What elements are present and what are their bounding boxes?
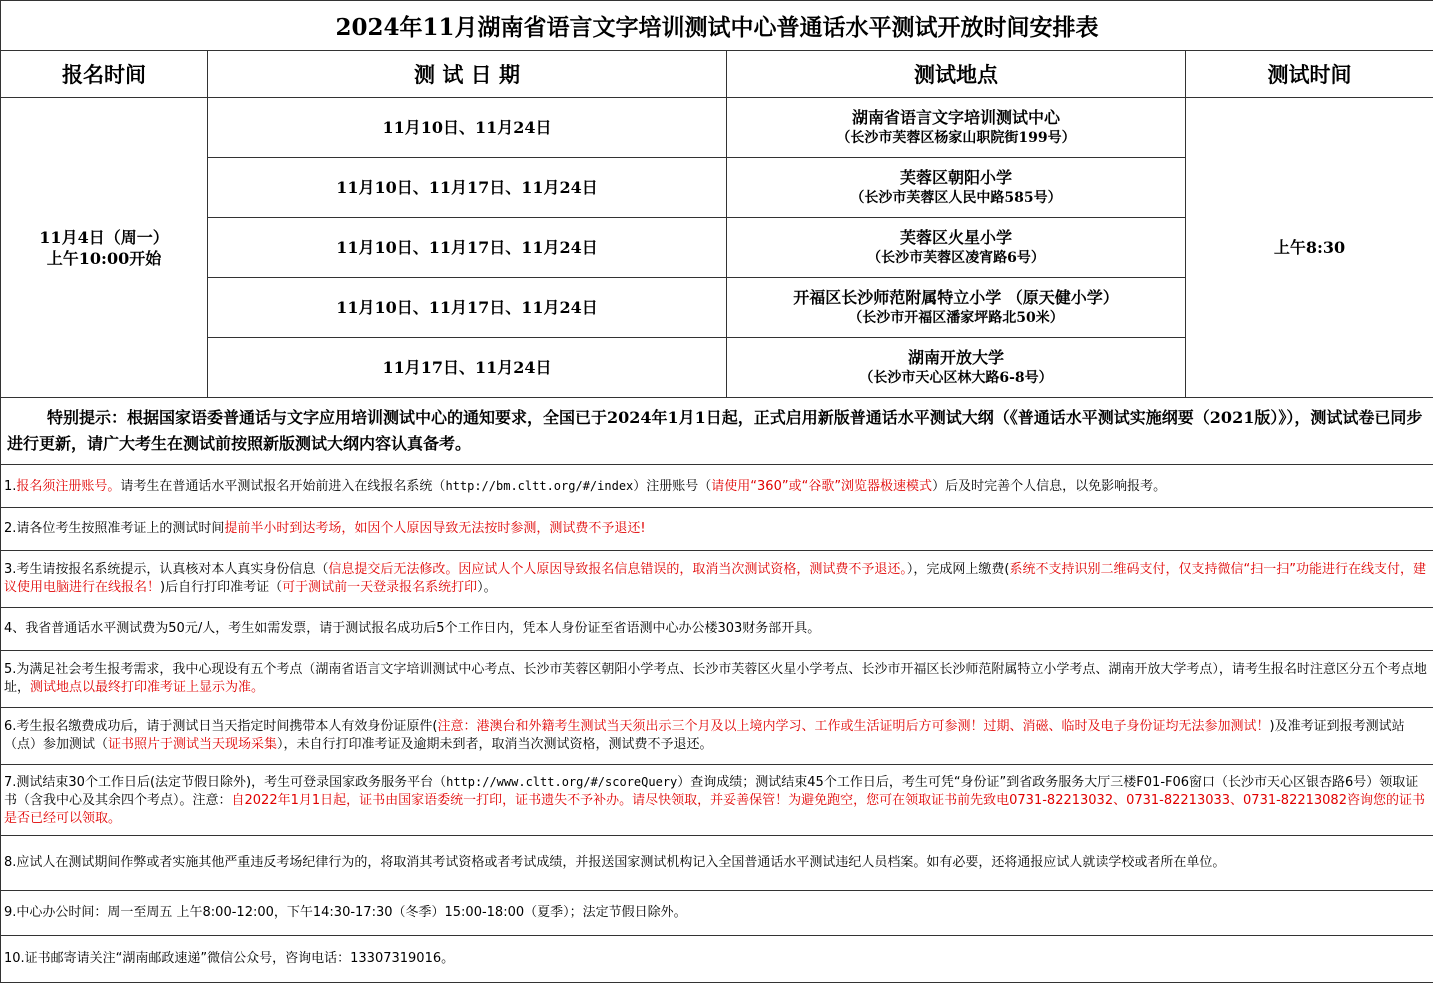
registration-time-cell xyxy=(1,98,208,398)
note-text: 请考生在普通话水平测试报名开始前进入在线报名系统（ xyxy=(120,479,445,494)
header-location: 测试地点 xyxy=(727,51,1186,98)
test-location xyxy=(727,98,1186,158)
note-text: ），完成网上缴费( xyxy=(907,562,1010,577)
venue-name: 湖南开放大学 xyxy=(727,347,1185,368)
test-dates: 11月17日、11月24日 xyxy=(208,338,727,398)
venue-address: （长沙市芙蓉区杨家山职院街199号） xyxy=(727,128,1185,149)
note-highlight: 自2022年1月1日起，证书由国家语委统一打印，证书遗失不予补办。请尽快领取，并妥善保管！为避免跑空，您可在领取证书前先致电0731-82213032、0731-82213033、0731-82213082咨询您的证书是否已经可以领取。 xyxy=(4,793,1425,826)
header-test-time: 测试时间 xyxy=(1186,51,1433,98)
note-highlight: 报名须注册账号。 xyxy=(16,479,120,494)
test-location xyxy=(727,218,1186,278)
note-text: 6.考生报名缴费成功后，请于测试日当天指定时间携带本人有效身份证原件( xyxy=(4,719,437,734)
header-test-date: 测 试 日 期 xyxy=(208,51,727,98)
note-text: ）。 xyxy=(477,580,497,595)
note-highlight: 可于测试前一天登录报名系统打印 xyxy=(282,580,477,595)
note-5 xyxy=(1,651,1433,708)
test-location xyxy=(727,278,1186,338)
test-location xyxy=(727,338,1186,398)
test-dates: 11月10日、11月24日 xyxy=(208,98,727,158)
note-highlight: 提前半小时到达考场，如因个人原因导致无法按时参测，测试费不予退还! xyxy=(224,521,645,536)
header-registration: 报名时间 xyxy=(1,51,208,98)
registration-date: 11月4日（周一） xyxy=(1,227,207,248)
registration-url: http://bm.cltt.org/#/index xyxy=(445,479,633,493)
special-notice: 特别提示：根据国家语委普通话与文字应用培训测试中心的通知要求，全国已于2024年1月1日起，正式启用新版普通话水平测试大纲（《普通话水平测试实施纲要（2021版）》），测试试卷已同步进行更新，请广大考生在测试前按照新版测试大纲内容认真备考。 xyxy=(1,398,1433,465)
note-text: )后自行打印准考证（ xyxy=(160,580,282,595)
note-10: 10.证书邮寄请关注“湖南邮政速递”微信公众号，咨询电话：13307319016。 xyxy=(1,936,1433,983)
venue-name: 芙蓉区朝阳小学 xyxy=(727,167,1185,188)
note-highlight: 系统不支持识别二维码支付，仅支持微信“扫一扫”功能进行在线支付，建议使用电脑进行在线报名！ xyxy=(4,562,1426,595)
note-text: 3.考生请按报名系统提示，认真核对本人真实身份信息（ xyxy=(4,562,328,577)
note-4: 4、我省普通话水平测试费为50元/人，考生如需发票，请于测试报名成功后5个工作日内，凭本人身份证至省语测中心办公楼303财务部开具。 xyxy=(1,608,1433,651)
test-dates: 11月10日、11月17日、11月24日 xyxy=(208,278,727,338)
note-text: ）注册账号（ xyxy=(633,479,711,494)
note-highlight: 请使用“360”或“谷歌”浏览器极速模式 xyxy=(711,479,932,494)
note-highlight: 测试地点以最终打印准考证上显示为准。 xyxy=(30,680,264,695)
note-text: )及准考证到报考测试站（点）参加测试（ xyxy=(4,719,1405,752)
note-2 xyxy=(1,508,1433,551)
note-8: 8.应试人在测试期间作弊或者实施其他严重违反考场纪律行为的，将取消其考试资格或者考试成绩，并报送国家测试机构记入全国普通话水平测试违纪人员档案。如有必要，还将通报应试人就读学校或者所在单位。 xyxy=(1,836,1433,891)
venue-address: （长沙市芙蓉区凌宵路6号） xyxy=(727,248,1185,269)
venue-address: （长沙市天心区林大路6-8号） xyxy=(727,368,1185,389)
venue-name: 开福区长沙师范附属特立小学 （原天健小学） xyxy=(727,287,1185,308)
test-location xyxy=(727,158,1186,218)
venue-name: 芙蓉区火星小学 xyxy=(727,227,1185,248)
test-dates: 11月10日、11月17日、11月24日 xyxy=(208,218,727,278)
venue-name: 湖南省语言文字培训测试中心 xyxy=(727,107,1185,128)
venue-address: （长沙市芙蓉区人民中路585号） xyxy=(727,188,1185,209)
registration-start: 上午10:00开始 xyxy=(1,248,207,269)
test-time-cell: 上午8:30 xyxy=(1186,98,1433,398)
note-text: 7.测试结束30个工作日后(法定节假日除外)，考生可登录国家政务服务平台（ xyxy=(4,775,446,790)
note-highlight: 信息提交后无法修改。因应试人个人原因导致报名信息错误的，取消当次测试资格，测试费不予退还。 xyxy=(328,562,907,577)
note-text: 5.为满足社会考生报考需求，我中心现设有五个考点（湖南省语言文字培训测试中心考点、长沙市芙蓉区朝阳小学考点、长沙市芙蓉区火星小学考点、长沙市开福区长沙师范附属特立小学考点、湖南开放大学考点），请考生报名时注意区分五个考点地址， xyxy=(4,662,1427,695)
note-highlight: 注意：港澳台和外籍考生测试当天须出示三个月及以上境内学习、工作或生活证明后方可参测！过期、消磁、临时及电子身份证均无法参加测试！ xyxy=(437,719,1269,734)
note-text: ）查询成绩；测试结束45个工作日后，考生可凭“身份证”到省政务服务大厅三楼F01-F06窗口（长沙市天心区银杏路6号）领取证书（含我中心及其余四个考点）。注意： xyxy=(4,775,1418,808)
test-dates: 11月10日、11月17日、11月24日 xyxy=(208,158,727,218)
note-highlight: 证书照片于测试当天现场采集 xyxy=(108,737,277,752)
note-text: ）后及时完善个人信息，以免影响报考。 xyxy=(932,479,1166,494)
note-text: ），未自行打印准考证及逾期未到者，取消当次测试资格，测试费不予退还。 xyxy=(277,737,713,752)
note-3 xyxy=(1,551,1433,608)
header-row xyxy=(1,51,1433,98)
score-query-url: http://www.cltt.org/#/scoreQuery xyxy=(446,775,677,789)
note-text: 1. xyxy=(4,479,16,494)
note-6 xyxy=(1,708,1433,765)
page-title: 2024年11月湖南省语言文字培训测试中心普通话水平测试开放时间安排表 xyxy=(1,1,1433,51)
venue-address: （长沙市开福区潘家坪路北50米） xyxy=(727,308,1185,329)
note-text: 2.请各位考生按照准考证上的测试时间 xyxy=(4,521,224,536)
table-row xyxy=(1,98,1433,158)
note-7 xyxy=(1,765,1433,836)
note-9: 9.中心办公时间：周一至周五 上午8:00-12:00，下午14:30-17:30（冬季）15:00-18:00（夏季）；法定节假日除外。 xyxy=(1,891,1433,936)
note-1 xyxy=(1,465,1433,508)
